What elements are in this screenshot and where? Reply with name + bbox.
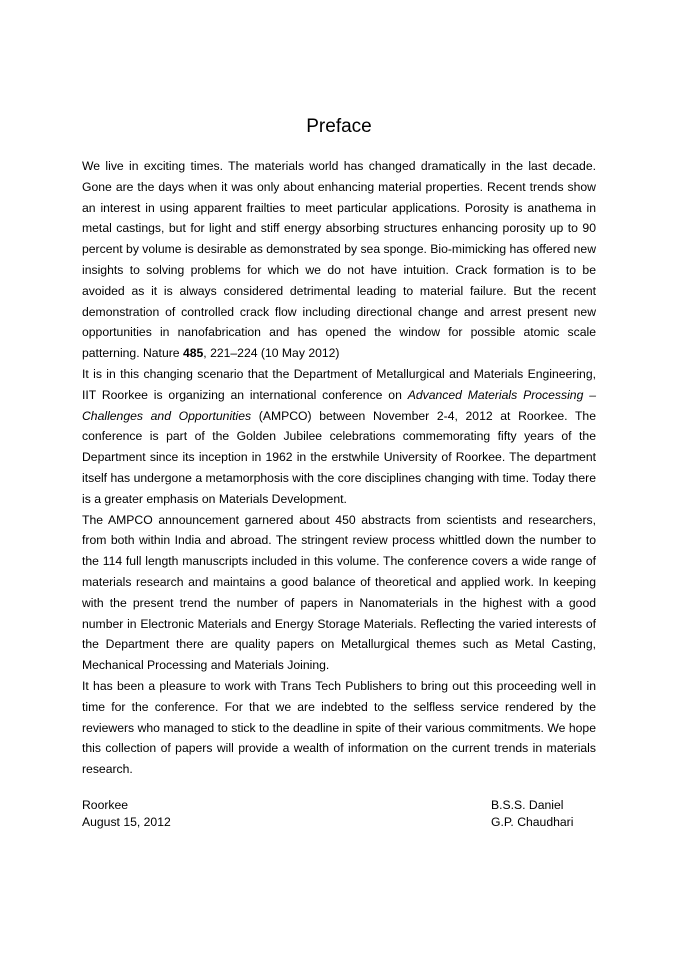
signature-place: Roorkee bbox=[82, 798, 129, 812]
signature-authors bbox=[491, 797, 573, 831]
page-title: Preface bbox=[306, 116, 372, 137]
paragraph-2-text-start: It is in this changing scenario that the Department of Metallurgical and Materials Engineering, IIT Roorkee is organizing an international conference on bbox=[82, 366, 596, 402]
signature-author-1: B.S.S. Daniel bbox=[491, 798, 564, 812]
preface-body bbox=[82, 156, 596, 780]
signature-date: August 15, 2012 bbox=[82, 815, 171, 829]
paragraph-2-text-end: (AMPCO) between November 2-4, 2012 at Roorkee. The conference is part of the Golden Jubilee celebrations commemorating fifty years of the Department since its inception in 1962 in the erstwhile University of Roorkee. The department itself has undergone a metamorphosis with the core disciplines changing with time. Today there is a greater emphasis on Materials Development. bbox=[82, 408, 596, 506]
paragraph-2 bbox=[82, 364, 596, 510]
journal-citation: , 221–224 (10 May 2012) bbox=[203, 346, 340, 361]
signature-place-date bbox=[82, 797, 171, 831]
paragraph-3: The AMPCO announcement garnered about 450 abstracts from scientists and researchers, from both within India and abroad. The stringent review process whittled down the number to the 114 full length manuscripts included in this volume. The conference covers a wide range of materials research and maintains a good balance of theoretical and applied work. In keeping with the present trend the number of papers in Nanomaterials in the highest with a good number in Electronic Materials and Energy Storage Materials. Reflecting the varied interests of the Department there are quality papers on Metallurgical themes such as Metal Casting, Mechanical Processing and Materials Joining. bbox=[82, 512, 596, 673]
journal-volume: 485 bbox=[182, 346, 204, 361]
conference-name: Advanced Materials Processing – Challenges and Opportunities bbox=[82, 387, 596, 423]
signature-author-2: G.P. Chaudhari bbox=[491, 815, 574, 829]
paragraph-4: It has been a pleasure to work with Trans Tech Publishers to bring out this proceeding well in time for the conference. For that we are indebted to the selfless service rendered by the reviewers who managed to stick to the deadline in spite of their various commitments. We hope this collection of papers will provide a wealth of information on the current trends in materials research. bbox=[82, 678, 596, 777]
paragraph-1-text: We live in exciting times. The materials world has changed dramatically in the last decade. Gone are the days when it was only about enhancing material properties. Recent trends show an interest in using apparent frailties to meet particular applications. Porosity is anathema in metal castings, but for light and stiff energy absorbing structures enhancing porosity up to 90 percent by volume is desirable as demonstrated by sea sponge. Bio-mimicking has offered new insights to solving problems for which we do not have intuition. Crack formation is to be avoided as it is always considered detrimental leading to material failure. But the recent demonstration of controlled crack flow including directional change and arrest present new opportunities in nanofabrication and has opened the window for possible atomic scale patterning. Nature bbox=[82, 159, 596, 361]
paragraph-1 bbox=[82, 156, 596, 364]
